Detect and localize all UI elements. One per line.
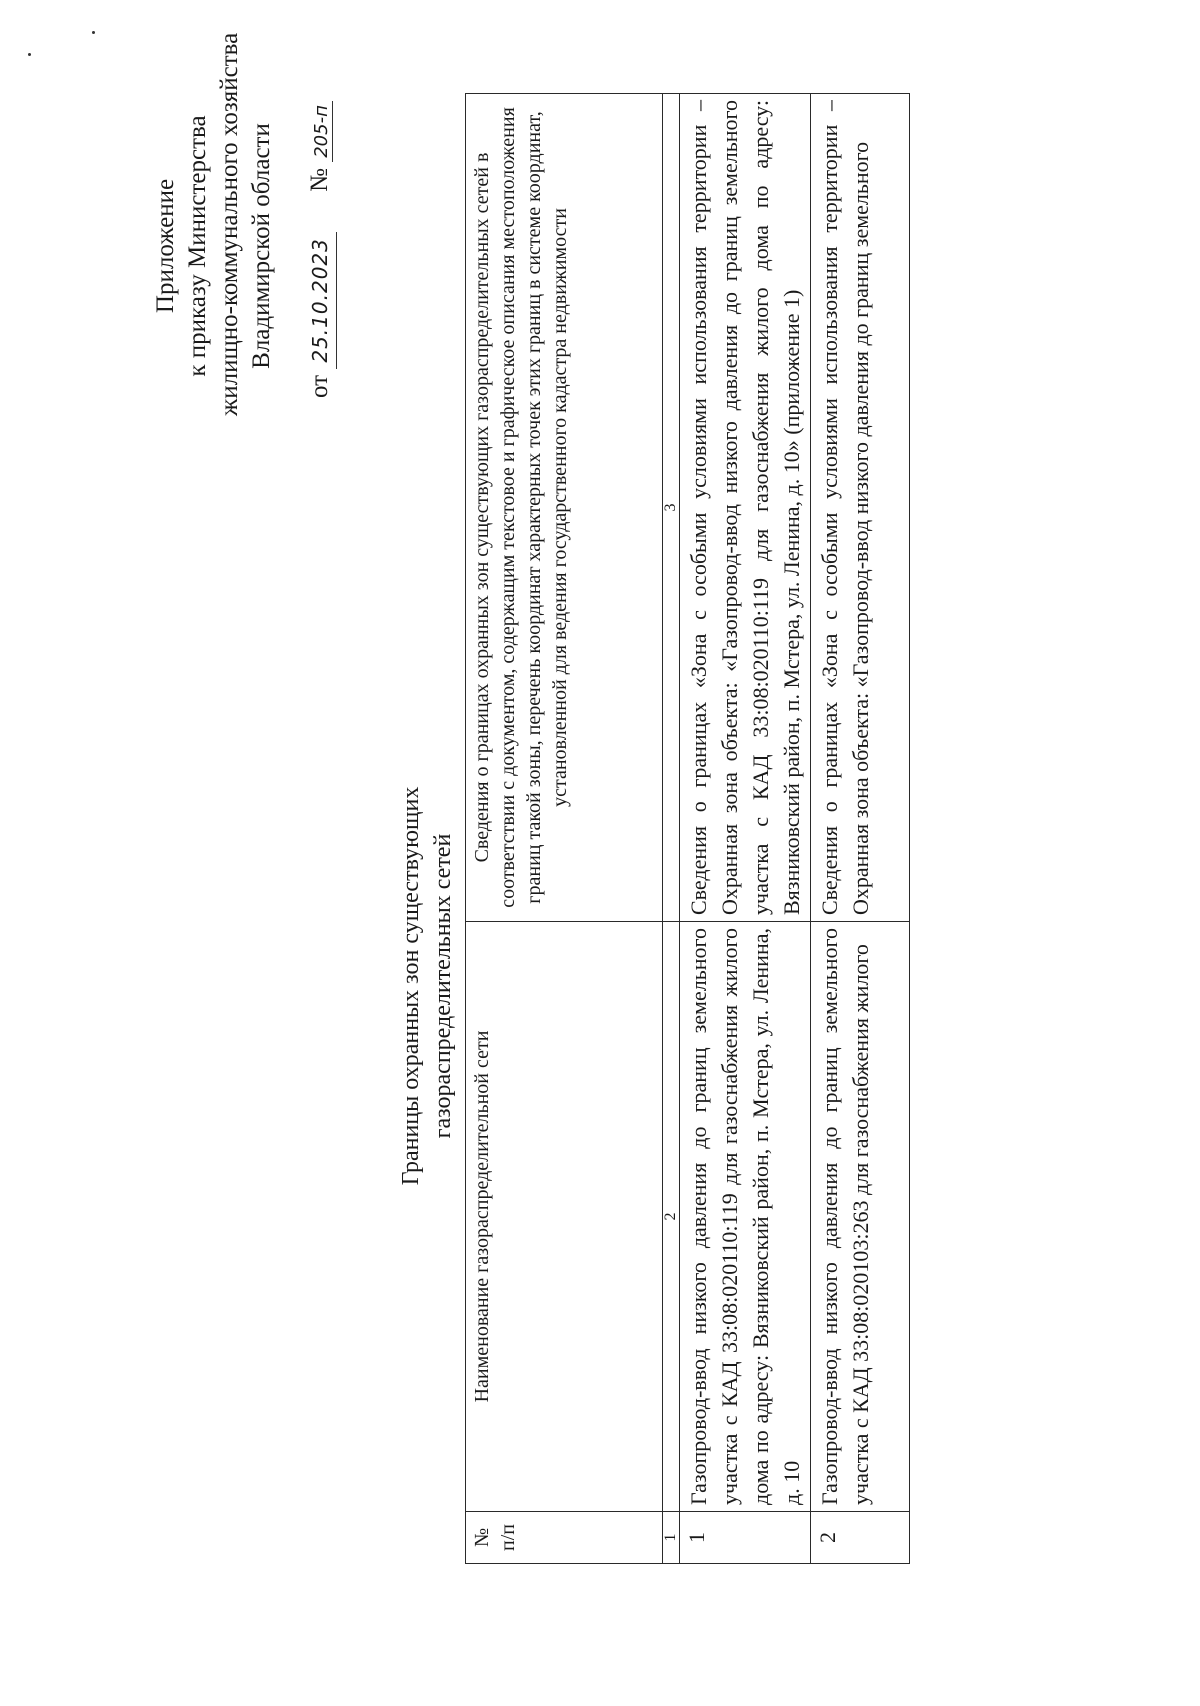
zone-info-cell: Сведения о границах «Зона с особыми условиями использования территории – Охранная зона объекта: «Газопровод-ввод низкого давления до границ земельного участка с КАД 33:08:020110:119 для газоснабжения жилого дома по адресу: Вязниковский район, п. Мстера, ул. Ленина, д. 10» (приложение 1): [680, 94, 811, 922]
approval-ministry-line: жилищно-коммунального хозяйства: [216, 32, 243, 416]
title-line-1: Границы охранных зон существующих: [398, 786, 424, 1186]
header-number: № п/п: [466, 1512, 663, 1564]
approval-heading: Приложение: [152, 178, 179, 314]
zone-info-text: Сведения о границах «Зона с особыми условиями использования территории – Охранная зона объекта: «Газопровод-ввод низкого давления до границ земельного: [817, 100, 873, 915]
handwritten-number: 205-п: [311, 101, 333, 162]
table-header-row: [466, 94, 663, 1564]
header-zone-info: Сведения о границах охранных зон существующих газораспределительных сетей в соответствии с документом, содержащим текстовое и графическое описания местоположения границ такой зоны, перечень координат характерных точек этих границ в системе координат, установленной для ведения государственного кадастра недвижимости: [466, 94, 663, 922]
row-number: 1: [680, 1512, 811, 1564]
column-number: 3: [663, 94, 680, 922]
scan-speck: [28, 53, 31, 56]
header-network-name: Наименование газораспределительной сети: [466, 922, 663, 1512]
network-name-cell: [811, 922, 910, 1512]
approval-order-line: к приказу Министерства: [184, 115, 211, 377]
date-prefix: от: [306, 374, 333, 398]
column-number: 1: [663, 1512, 680, 1564]
column-number: 2: [663, 922, 680, 1512]
approval-date-line: [304, 76, 338, 416]
column-number-row: [663, 94, 680, 1564]
network-name-cell: Газопровод-ввод низкого давления до границ земельного участка с КАД 33:08:020110:119 для газоснабжения жилого дома по адресу: Вязниковский район, п. Мстера, ул. Ленина, д. 10: [680, 922, 811, 1512]
zones-table: [465, 93, 910, 1564]
number-label: №: [306, 168, 333, 192]
document-title: [395, 646, 459, 1326]
network-name-text: Газопровод-ввод низкого давления до границ земельного участка с КАД 33:08:020103:263 для газоснабжения жилого: [817, 928, 873, 1505]
table-row: [680, 94, 811, 1564]
zone-info-cell: [811, 94, 910, 922]
table-row: [811, 94, 910, 1564]
title-line-2: газораспределительных сетей: [430, 833, 456, 1139]
approval-region-line: Владимирской области: [248, 123, 275, 369]
approval-block: [150, 32, 338, 416]
row-number: 2: [811, 1512, 910, 1564]
scan-speck: [92, 31, 95, 34]
handwritten-date: 25.10.2023: [304, 232, 337, 369]
